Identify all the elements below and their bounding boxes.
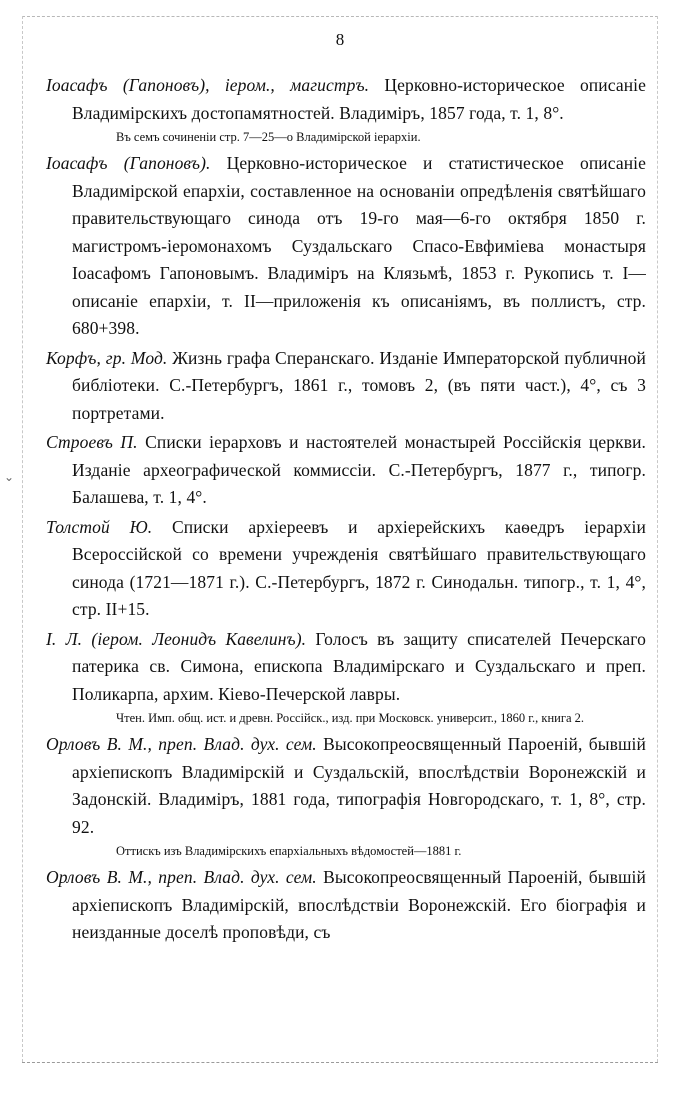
bibliography-entry — [46, 731, 646, 841]
bibliography-entry — [46, 864, 646, 947]
entry-text: Высокопреосвященный Пароеній, бывшій архіепископъ Владимірскій, впослѣдствіи Воронежскій. Его біографія и неизданные доселѣ проповѣди, съ — [72, 867, 646, 942]
entry-text: Жизнь графа Сперанскаго. Изданіе Императорской публичной библіотеки. С.-Петербургъ, 1861 г., томовъ 2, (въ пяти част.), 4°, съ 3 портретами. — [72, 347, 646, 423]
entry-note: Чтен. Имп. общ. ист. и древн. Россійск., изд. при Московск. университ., 1860 г., книга 2. — [116, 711, 585, 725]
entry-author: Толстой Ю. — [46, 516, 153, 537]
bibliography-entry — [46, 150, 646, 343]
page-edge-right — [657, 16, 658, 1062]
page-number: 8 — [335, 30, 345, 49]
entry-author: Орловъ В. М., преп. Влад. дух. сем. — [46, 867, 317, 887]
bibliography-list — [46, 72, 646, 949]
entry-text: Церковно-историческое описаніе Владимірскихъ достопамятностей. Владиміръ, 1857 года, т. 1, 8°. — [72, 75, 646, 123]
entry-note: Въ семъ сочиненіи стр. 7—25—о Владимірской іерархіи. — [116, 130, 421, 144]
page-edge-top — [22, 16, 658, 17]
bibliography-entry — [46, 429, 646, 512]
margin-mark: ⌄ — [4, 470, 15, 484]
entry-text: Списки іерарховъ и настоятелей монастырей Россійскія церкви. Изданіе археографической коммиссіи. С.-Петербургъ, 1877 г., типогр. Балашева, т. 1, 4°. — [72, 432, 647, 507]
entry-author: I. Л. (іером. Леонидъ Кавелинъ). — [46, 628, 307, 649]
bibliography-entry — [46, 514, 646, 624]
bibliography-entry — [46, 626, 646, 709]
page-edge-left — [22, 16, 23, 1062]
bibliography-entry — [46, 345, 646, 428]
entry-author: Строевъ П. — [46, 432, 138, 452]
entry-author: Іоасафъ (Гапоновъ). — [46, 153, 211, 173]
entry-author: Орловъ В. М., преп. Влад. дух. сем. — [46, 734, 317, 754]
page-edge-bottom — [22, 1062, 658, 1063]
entry-text: Списки архіереевъ и архіерейскихъ каѳедръ іерархіи Всероссійской со времени учрежденія святѣйшаго правительствующаго синода (1721—1871 г.). С.-Петербургъ, 1872 г. Синодальн. типогр., т. 1, 4°, стр. II+15. — [72, 516, 646, 619]
entry-text: Церковно-историческое и статистическое описаніе Владимірской епархіи, составленное на основаніи опредѣленія святѣйшаго правительствующаго синода отъ 19-го мая—6-го октября 1850 г. магистромъ-іеромонахомъ Суздальскаго Спасо-Евфиміева монастыря Іоасафомъ Гапоновымъ. Владиміръ на Клязьмѣ, 1853 г. Рукопись т. I—описаніе епархіи, т. II—приложенія къ описаніямъ, въ поллистъ, стр. 680+398. — [72, 153, 646, 338]
entry-text: Голосъ въ защиту списателей Печерскаго патерика св. Симона, епископа Владимірскаго и Суздальскаго и преп. Поликарпа, архим. Кіево-Печерской лавры. — [72, 628, 646, 704]
entry-note: Оттискъ изъ Владимірскихъ епархіальныхъ вѣдомостей—1881 г. — [116, 844, 462, 858]
entry-author: Корфъ, гр. Мод. — [46, 347, 168, 368]
bibliography-entry — [46, 72, 646, 127]
entry-author: Іоасафъ (Гапоновъ), іером., магистръ. — [46, 75, 370, 95]
entry-text: Высокопреосвященный Пароеній, бывшій архіепископъ Владимірскій и Суздальскій, впослѣдствіи Воронежскій и Задонскій. Владиміръ, 1881 года, типографія Новгородскаго, т. 1, 8°, стр. 92. — [72, 734, 646, 837]
